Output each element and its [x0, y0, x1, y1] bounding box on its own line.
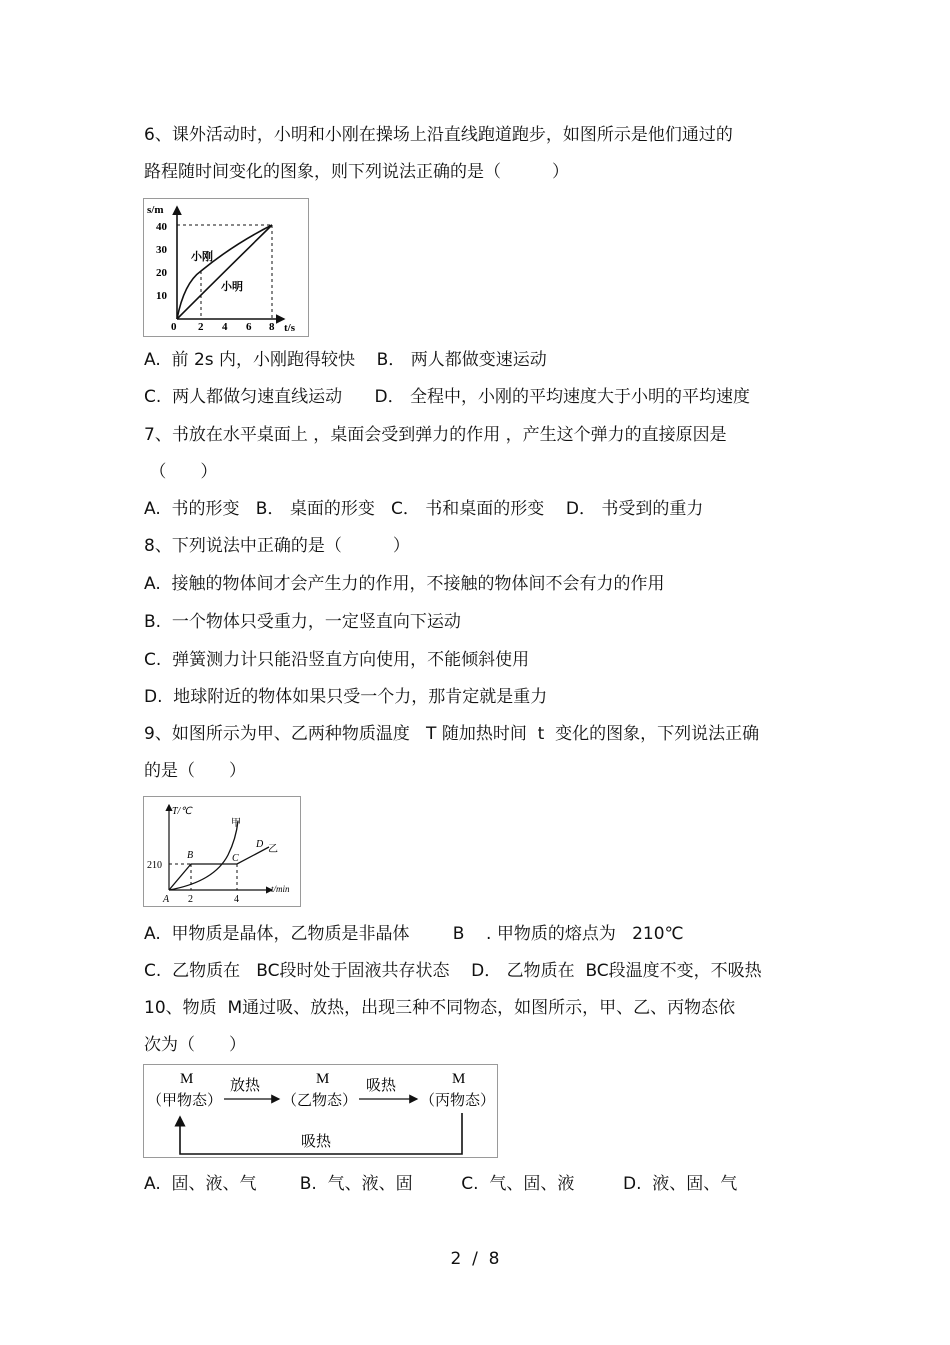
q9-curve-yi — [169, 847, 269, 890]
q6-label-xiaoming: 小明 — [221, 281, 243, 293]
q10-stem-line1: 10、物质 M通过吸、放热，出现三种不同物态，如图所示，甲、乙、丙物态依 — [144, 998, 736, 1018]
q10-state-yi: （乙物态） — [282, 1093, 358, 1109]
q6-x-tick: 2 — [198, 321, 204, 333]
page-number: 2 / 8 — [450, 1249, 500, 1269]
q9-label-jia: 甲 — [231, 818, 241, 829]
q6-stem-line1: 6、课外活动时，小明和小刚在操场上沿直线跑道跑步，如图所示是他们通过的 — [144, 125, 733, 145]
q6-x-axis-label: t/s — [284, 322, 295, 334]
q6-options-line1: A. 前 2s 内，小刚跑得较快 B． 两人都做变速运动 — [144, 350, 547, 370]
q9-point-d: D — [256, 839, 264, 850]
q9-options-line2: C. 乙物质在 BC段时处于固液共存状态 D． 乙物质在 BC段温度不变，不吸热 — [144, 961, 762, 981]
q7-stem-line1: 7、书放在水平桌面上 ，桌面会受到弹力的作用 ，产生这个弹力的直接原因是 — [144, 425, 727, 445]
q10-arrow-back-label: 吸热 — [301, 1134, 332, 1150]
q9-temperature-time-figure — [143, 796, 301, 907]
q9-stem-line2: 的是（ ） — [144, 761, 246, 781]
q10-options: A. 固、液、气 B. 气、液、固 C. 气、固、液 D. 液、固、气 — [144, 1174, 738, 1194]
q10-state-bing: （丙物态） — [420, 1093, 496, 1109]
q9-y-axis-label: T/℃ — [172, 806, 192, 817]
q9-options-line1: A. 甲物质是晶体，乙物质是非晶体 B . 甲物质的熔点为 210℃ — [144, 924, 684, 944]
q10-node-m-yi: M — [316, 1071, 330, 1087]
q10-arrow2-label: 吸热 — [366, 1078, 397, 1094]
q6-distance-time-figure — [143, 198, 309, 337]
q8-option-a: A. 接触的物体间才会产生力的作用，不接触的物体间不会有力的作用 — [144, 574, 665, 594]
q6-y-tick: 40 — [156, 221, 167, 233]
q8-stem: 8、下列说法中正确的是（ ） — [144, 536, 410, 556]
q6-x-tick: 4 — [222, 321, 228, 333]
q6-y-tick: 10 — [156, 290, 167, 302]
q6-stem-line2: 路程随时间变化的图象，则下列说法正确的是（ ） — [144, 162, 569, 182]
q10-state-jia: （甲物态） — [147, 1093, 223, 1109]
q6-x-tick: 0 — [171, 321, 177, 333]
q9-y-value: 210 — [147, 860, 162, 871]
q6-x-tick: 6 — [246, 321, 252, 333]
q9-x-tick: 2 — [188, 894, 193, 905]
q6-options-line2: C. 两人都做匀速直线运动 D． 全程中，小刚的平均速度大于小明的平均速度 — [144, 387, 750, 407]
q9-curve-jia — [169, 821, 238, 890]
q8-option-b: B. 一个物体只受重力，一定竖直向下运动 — [144, 612, 461, 632]
q9-point-b: B — [187, 850, 194, 861]
q9-point-c: C — [232, 853, 239, 864]
q8-option-d: D. 地球附近的物体如果只受一个力，那肯定就是重力 — [144, 687, 548, 707]
q6-y-tick: 20 — [156, 267, 167, 279]
q7-options: A. 书的形变 B． 桌面的形变 C． 书和桌面的形变 D． 书受到的重力 — [144, 499, 704, 519]
q6-y-axis-label: s/m — [147, 204, 164, 216]
q7-stem-line2: （ ） — [144, 462, 218, 482]
q10-stem-line2: 次为（ ） — [144, 1035, 246, 1055]
q9-stem-line1: 9、如图所示为甲、乙两种物质温度 T 随加热时间 t 变化的图象，下列说法正确 — [144, 724, 760, 744]
q10-arrow1-label: 放热 — [230, 1078, 261, 1094]
q10-node-m-jia: M — [180, 1071, 194, 1087]
q9-x-tick: 4 — [234, 894, 239, 905]
q10-node-m-bing: M — [452, 1071, 466, 1087]
q9-label-yi: 乙 — [268, 844, 278, 855]
q8-option-c: C. 弹簧测力计只能沿竖直方向使用，不能倾斜使用 — [144, 650, 530, 670]
q6-x-tick: 8 — [269, 321, 275, 333]
q9-point-a: A — [163, 894, 170, 905]
q6-curve-xiaoming — [177, 225, 272, 319]
q9-x-axis-label: t/min — [271, 884, 290, 894]
q6-y-tick: 30 — [156, 244, 167, 256]
q10-state-change-diagram — [143, 1064, 498, 1158]
q6-label-xiaogang: 小刚 — [191, 251, 213, 263]
